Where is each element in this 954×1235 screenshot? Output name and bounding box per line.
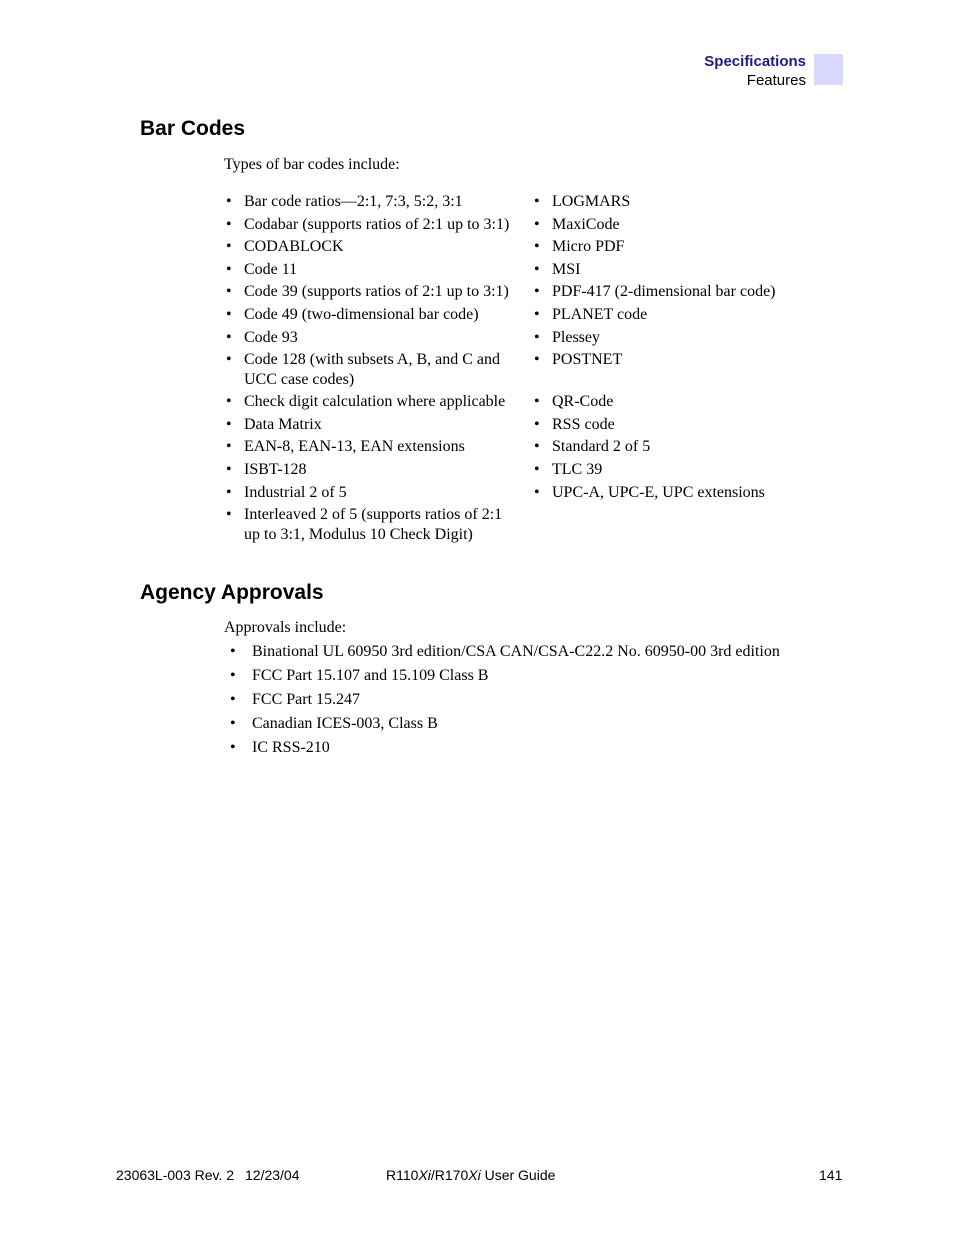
bar-code-item-text: MaxiCode xyxy=(552,216,620,233)
bar-code-item-text: Code 128 (with subsets A, B, and C and xyxy=(244,351,500,368)
bar-code-item-text: EAN-8, EAN-13, EAN extensions xyxy=(244,438,465,455)
bullet-mark: • xyxy=(230,667,236,684)
bullet-mark: • xyxy=(230,739,236,756)
bar-code-item-text: RSS code xyxy=(552,416,615,433)
bar-codes-heading: Bar Codes xyxy=(140,117,246,140)
bar-code-item-text: up to 3:1, Modulus 10 Check Digit) xyxy=(244,526,473,543)
bullet-mark: • xyxy=(230,643,236,660)
bar-code-item xyxy=(534,237,624,257)
bar-code-item xyxy=(534,350,622,370)
bar-code-item xyxy=(534,415,615,435)
bar-code-item-text: UCC case codes) xyxy=(244,371,355,388)
bullet-mark: • xyxy=(226,461,232,478)
bullet-mark: • xyxy=(534,438,540,455)
approval-item xyxy=(230,666,780,690)
bullet-mark: • xyxy=(534,238,540,255)
bar-code-item xyxy=(226,392,505,412)
bar-code-item-text: PDF-417 (2-dimensional bar code) xyxy=(552,283,776,300)
bar-code-item-text: Data Matrix xyxy=(244,416,322,433)
bullet-mark: • xyxy=(226,216,232,233)
bar-code-item-text: Check digit calculation where applicable xyxy=(244,393,506,410)
approval-item xyxy=(230,642,780,666)
bar-code-item xyxy=(226,505,502,545)
bullet-mark: • xyxy=(534,416,540,433)
bullet-mark: • xyxy=(534,216,540,233)
bar-code-item xyxy=(534,392,613,412)
footer-title-part: Xi xyxy=(468,1167,481,1183)
bar-code-item xyxy=(534,215,620,235)
bar-code-item-text: Code 93 xyxy=(244,329,298,346)
bullet-mark: • xyxy=(534,351,540,368)
agency-approvals-intro: Approvals include: xyxy=(224,619,347,636)
bullet-mark: • xyxy=(534,461,540,478)
footer-title-part: /R170 xyxy=(430,1167,469,1183)
bullet-mark: • xyxy=(226,261,232,278)
bullet-mark: • xyxy=(534,329,540,346)
bar-code-item xyxy=(226,437,465,457)
bar-code-item-text: Codabar (supports ratios of 2:1 up to 3:1) xyxy=(244,216,510,233)
bar-code-item xyxy=(534,483,765,503)
bar-code-item xyxy=(226,460,307,480)
footer-title-part: User Guide xyxy=(480,1167,556,1183)
bar-code-item xyxy=(534,192,630,212)
bullet-mark: • xyxy=(534,484,540,501)
bar-code-item-text: Code 39 (supports ratios of 2:1 up to 3:1) xyxy=(244,283,509,300)
bullet-mark: • xyxy=(534,306,540,323)
bullet-mark: • xyxy=(226,306,232,323)
bar-code-item-text: UPC-A, UPC-E, UPC extensions xyxy=(552,484,765,501)
bullet-mark: • xyxy=(226,416,232,433)
bar-code-item xyxy=(534,328,600,348)
bullet-mark: • xyxy=(534,193,540,210)
bar-code-item-text: ISBT-128 xyxy=(244,461,307,478)
bar-code-item-text: LOGMARS xyxy=(552,193,631,210)
approvals-list xyxy=(230,642,780,762)
approval-item-text: Binational UL 60950 3rd edition/CSA CAN/CSA-C22.2 No. 60950-00 3rd edition xyxy=(252,643,780,660)
bar-code-item xyxy=(226,415,322,435)
bar-code-item-text: Standard 2 of 5 xyxy=(552,438,651,455)
running-header xyxy=(704,52,806,90)
footer-title-part: R110 xyxy=(386,1167,419,1183)
bar-code-item-text: QR-Code xyxy=(552,393,614,410)
bullet-mark: • xyxy=(226,238,232,255)
bar-code-item xyxy=(226,328,298,348)
bar-code-item-text: Interleaved 2 of 5 (supports ratios of 2:1 xyxy=(244,506,503,523)
bullet-mark: • xyxy=(226,393,232,410)
bar-code-item xyxy=(226,192,463,212)
footer-title xyxy=(386,1166,555,1184)
footer-title-part: Xi xyxy=(418,1167,431,1183)
bar-code-item xyxy=(534,437,650,457)
bullet-mark: • xyxy=(534,393,540,410)
bar-codes-intro: Types of bar codes include: xyxy=(224,156,400,173)
approval-item xyxy=(230,690,780,714)
bullet-mark: • xyxy=(226,484,232,501)
bar-code-item-text: Micro PDF xyxy=(552,238,625,255)
bar-code-item-text: Plessey xyxy=(552,329,600,346)
bar-code-item-text: MSI xyxy=(552,261,581,278)
approval-item-text: IC RSS-210 xyxy=(252,739,330,756)
bullet-mark: • xyxy=(230,715,236,732)
bar-code-item-text: POSTNET xyxy=(552,351,623,368)
bar-code-item-text: Bar code ratios—2:1, 7:3, 5:2, 3:1 xyxy=(244,193,463,210)
bar-code-item xyxy=(226,350,500,390)
bar-code-item xyxy=(534,305,647,325)
bullet-mark: • xyxy=(230,691,236,708)
bar-code-item-text: PLANET code xyxy=(552,306,648,323)
bar-code-item-text: Code 11 xyxy=(244,261,298,278)
bar-code-item xyxy=(226,282,509,302)
approval-item-text: Canadian ICES-003, Class B xyxy=(252,715,438,732)
agency-approvals-heading: Agency Approvals xyxy=(140,581,324,604)
bar-code-item xyxy=(226,260,297,280)
bullet-mark: • xyxy=(534,261,540,278)
bar-code-item xyxy=(226,483,347,503)
bullet-mark: • xyxy=(226,329,232,346)
bar-code-item xyxy=(534,460,602,480)
bar-code-item-text: TLC 39 xyxy=(552,461,603,478)
bullet-mark: • xyxy=(226,193,232,210)
bar-code-item xyxy=(226,237,344,257)
bar-code-item xyxy=(226,215,509,235)
bar-code-item xyxy=(534,260,580,280)
chapter-tab-marker xyxy=(814,54,843,85)
bullet-mark: • xyxy=(226,283,232,300)
approval-item xyxy=(230,738,780,762)
bullet-mark: • xyxy=(226,506,232,523)
bar-code-item-text: Code 49 (two-dimensional bar code) xyxy=(244,306,479,323)
bar-code-item-text: Industrial 2 of 5 xyxy=(244,484,347,501)
approval-item-text: FCC Part 15.107 and 15.109 Class B xyxy=(252,667,489,684)
approval-item-text: FCC Part 15.247 xyxy=(252,691,361,708)
header-section: Features xyxy=(746,72,806,89)
footer-doc-number: 23063L-003 Rev. 2 xyxy=(116,1167,235,1183)
bar-code-item xyxy=(226,305,479,325)
bullet-mark: • xyxy=(226,351,232,368)
footer-page-number: 141 xyxy=(819,1167,843,1183)
bar-code-item-text: CODABLOCK xyxy=(244,238,344,255)
header-chapter: Specifications xyxy=(704,53,806,70)
bar-code-item xyxy=(534,282,776,302)
approval-item xyxy=(230,714,780,738)
footer-date: 12/23/04 xyxy=(245,1167,300,1183)
bullet-mark: • xyxy=(226,438,232,455)
bullet-mark: • xyxy=(534,283,540,300)
